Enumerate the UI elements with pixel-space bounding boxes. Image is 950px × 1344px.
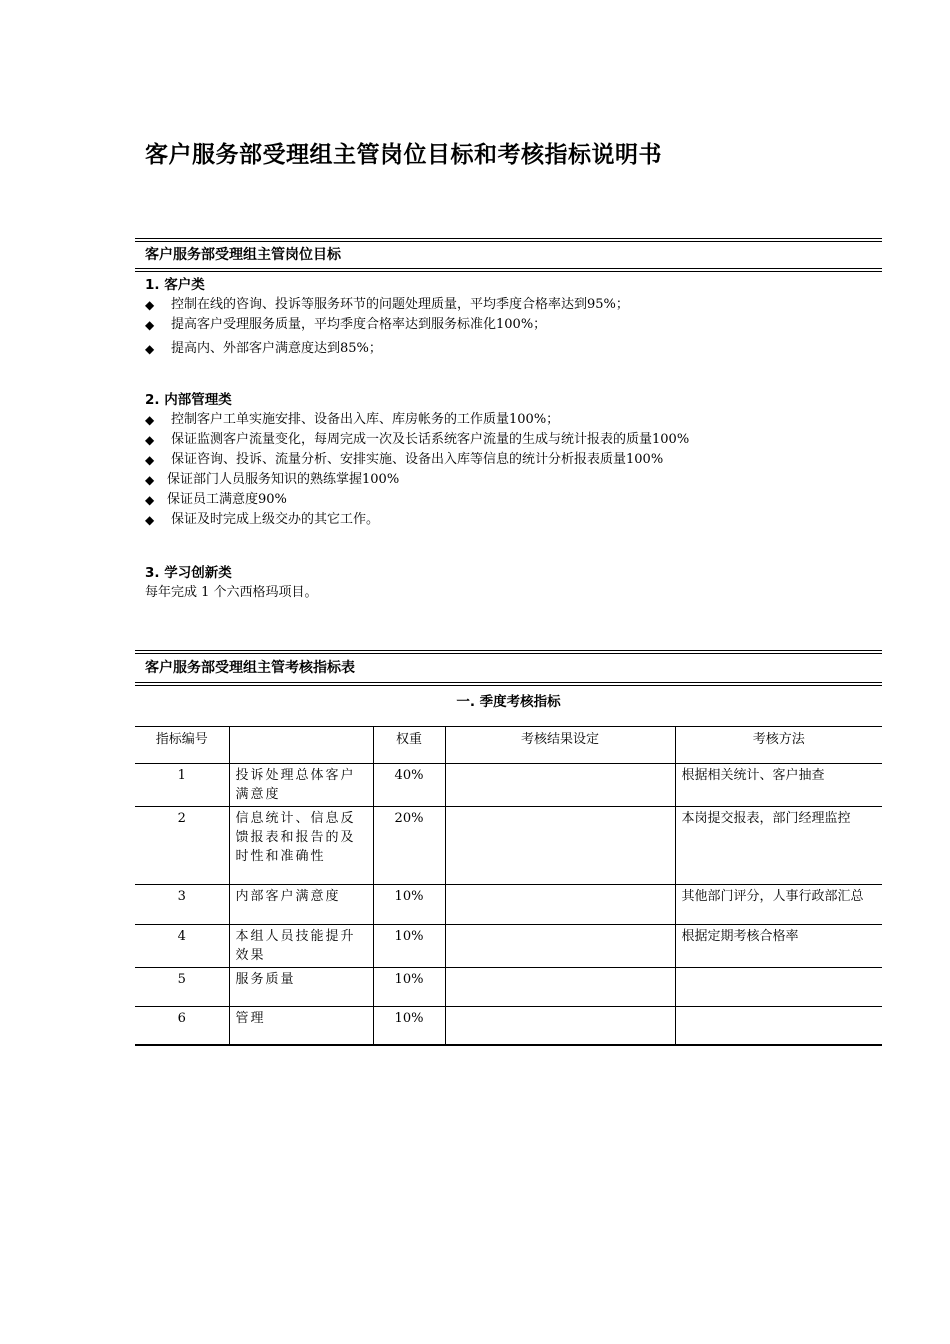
- table-row: [135, 764, 882, 807]
- diamond-bullet-icon: ◆: [145, 493, 155, 507]
- goal-item: ◆ 提高内、外部客户满意度达到85%；: [145, 339, 885, 359]
- indicator-name: 本组人员技能提升效果: [229, 925, 373, 968]
- column-header: 考核结果设定: [445, 727, 675, 764]
- indicator-weight: 10%: [373, 1007, 445, 1045]
- table-row: [135, 968, 882, 1007]
- diamond-bullet-icon: ◆: [145, 342, 155, 356]
- goal-item: ◆ 保证监测客户流量变化，每周完成一次及长话系统客户流量的生成与统计报表的质量100%: [145, 430, 885, 450]
- goal-item: ◆ 控制客户工单实施安排、设备出入库、库房帐务的工作质量100%；: [145, 410, 885, 430]
- indicator-weight: 10%: [373, 925, 445, 968]
- diamond-bullet-icon: ◆: [145, 318, 155, 332]
- indicator-weight: 10%: [373, 968, 445, 1007]
- goal-item: ◆ 控制在线的咨询、投诉等服务环节的问题处理质量，平均季度合格率达到95%；: [145, 295, 885, 315]
- table-header-row: [135, 727, 882, 764]
- table-row: [135, 807, 882, 885]
- diamond-bullet-icon: ◆: [145, 413, 155, 427]
- goal-item: ◆ 保证部门人员服务知识的熟练掌握100%: [145, 470, 885, 490]
- indicator-weight: 10%: [373, 885, 445, 925]
- diamond-bullet-icon: ◆: [145, 473, 155, 487]
- goal-item: ◆ 提高客户受理服务质量，平均季度合格率达到服务标准化100%；: [145, 315, 885, 335]
- indicator-name: 投诉处理总体客户满意度: [229, 764, 373, 807]
- goal-item: ◆ 保证咨询、投诉、流量分析、安排实施、设备出入库等信息的统计分析报表质量100%: [145, 450, 885, 470]
- indicator-method: [675, 1007, 882, 1045]
- category-customer: [145, 276, 885, 359]
- kpi-section-heading: 客户服务部受理组主管考核指标表: [145, 660, 355, 676]
- indicator-weight: 20%: [373, 807, 445, 885]
- kpi-table: [135, 726, 882, 1046]
- indicator-number: 3: [135, 885, 229, 925]
- category-title: 3. 学习创新类: [145, 565, 232, 581]
- indicator-result: [445, 807, 675, 885]
- goal-item: ◆ 保证及时完成上级交办的其它工作。: [145, 510, 885, 530]
- indicator-number: 2: [135, 807, 229, 885]
- indicator-weight: 40%: [373, 764, 445, 807]
- kpi-sub-title: 一. 季度考核指标: [456, 694, 561, 710]
- indicator-method: 其他部门评分，人事行政部汇总: [675, 885, 882, 925]
- indicator-name: 管理: [229, 1007, 373, 1045]
- indicator-name: 服务质量: [229, 968, 373, 1007]
- column-header: [229, 727, 373, 764]
- indicator-result: [445, 925, 675, 968]
- kpi-section-header: [135, 650, 882, 686]
- indicator-result: [445, 1007, 675, 1045]
- goals-section-header: [135, 238, 882, 272]
- category-learning-innovation: [145, 564, 885, 603]
- category-text: 每年完成 1 个六西格玛项目。: [145, 585, 318, 600]
- column-header: 考核方法: [675, 727, 882, 764]
- indicator-method: 根据定期考核合格率: [675, 925, 882, 968]
- table-row: [135, 925, 882, 968]
- column-header: 权重: [373, 727, 445, 764]
- indicator-result: [445, 764, 675, 807]
- indicator-number: 5: [135, 968, 229, 1007]
- category-title: 2. 内部管理类: [145, 392, 232, 408]
- indicator-name: 信息统计、信息反馈报表和报告的及时性和准确性: [229, 807, 373, 885]
- diamond-bullet-icon: ◆: [145, 298, 155, 312]
- indicator-number: 1: [135, 764, 229, 807]
- goal-item: ◆ 保证员工满意度90%: [145, 490, 885, 510]
- column-header: 指标编号: [135, 727, 229, 764]
- document-title: 客户服务部受理组主管岗位目标和考核指标说明书: [145, 142, 662, 168]
- indicator-name: 内部客户满意度: [229, 885, 373, 925]
- indicator-method: 根据相关统计、客户抽查: [675, 764, 882, 807]
- category-internal-management: [145, 391, 885, 530]
- indicator-method: 本岗提交报表，部门经理监控: [675, 807, 882, 885]
- diamond-bullet-icon: ◆: [145, 453, 155, 467]
- indicator-number: 6: [135, 1007, 229, 1045]
- category-title: 1. 客户类: [145, 277, 205, 293]
- indicator-result: [445, 885, 675, 925]
- indicator-result: [445, 968, 675, 1007]
- diamond-bullet-icon: ◆: [145, 513, 155, 527]
- diamond-bullet-icon: ◆: [145, 433, 155, 447]
- table-row: [135, 885, 882, 925]
- goals-section-heading: 客户服务部受理组主管岗位目标: [145, 247, 341, 263]
- indicator-number: 4: [135, 925, 229, 968]
- indicator-method: [675, 968, 882, 1007]
- table-row: [135, 1007, 882, 1045]
